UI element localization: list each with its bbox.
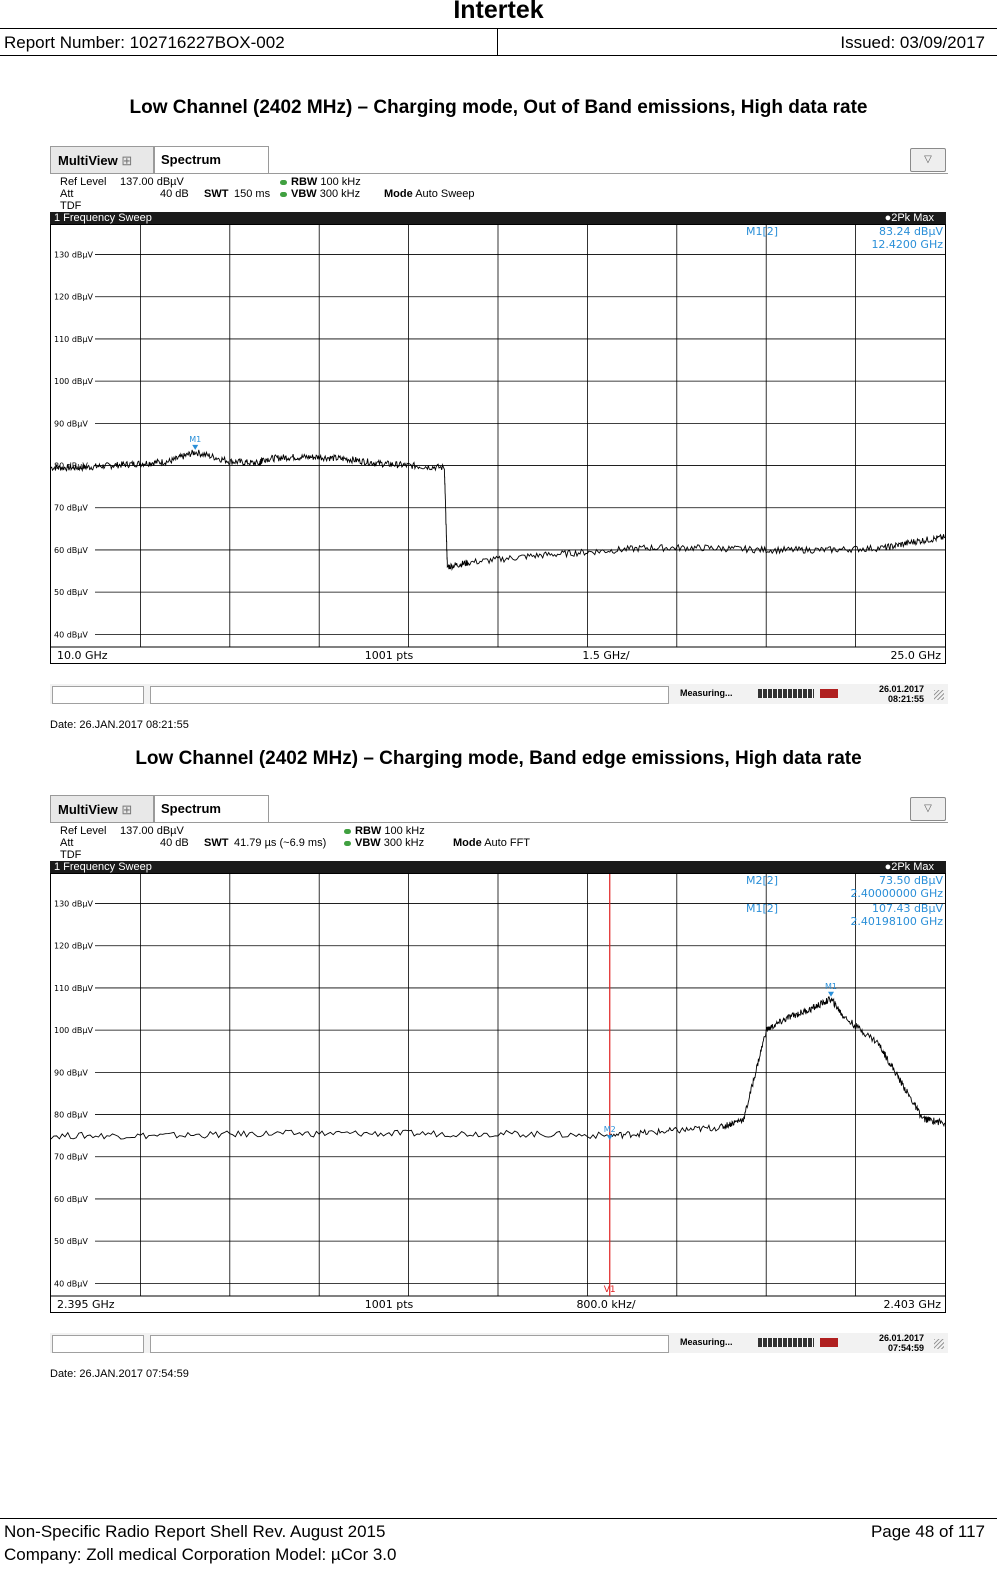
trace-label: ●2Pk Max [884,212,934,224]
status-time: 08:21:55 [887,694,924,704]
progress-bar [758,1338,814,1347]
status-bar [50,1333,948,1353]
rbw-indicator-icon [344,829,351,834]
sweep-title: 1 Frequency Sweep [54,212,152,224]
header-bottom-rule [0,55,997,56]
report-number: Report Number: 102716227BOX-002 [4,33,285,52]
spectrum-screenshot-2 [50,795,948,1357]
rbw-row [280,176,361,188]
swt-label: SWT [204,188,229,200]
progress-bar [758,689,814,698]
att-label: Att [60,188,74,200]
tab-spectrum[interactable]: Spectrum [154,146,269,174]
status-time: 07:54:59 [887,1343,924,1353]
section2-title: Low Channel (2402 MHz) – Charging mode, Band edge emissions, High data rate [135,748,862,769]
instrument-indicator-icon [820,689,838,698]
tab-bar-divider [50,822,948,823]
section2-date: Date: 26.JAN.2017 07:54:59 [50,1368,189,1380]
y-tick-label: 100 dBµV [54,1026,93,1036]
marker-plot-label: M1 [189,434,202,444]
mode-value: Auto Sweep [415,188,475,200]
tab-bar-divider [50,173,948,174]
marker-readout-value: 83.24 dBµV [878,225,943,238]
instrument-indicator-icon [820,1338,838,1347]
resize-grip-icon [934,690,944,700]
marker-readout-label: M2[2] [746,874,779,887]
tab-spectrum[interactable]: Spectrum [154,795,269,823]
trace-label: ●2Pk Max [884,861,934,873]
sweep-title: 1 Frequency Sweep [54,861,152,873]
att-label: Att [60,837,74,849]
y-tick-label: 50 dBµV [54,588,88,598]
marker-readout-frequency: 12.4200 GHz [871,238,943,251]
tab-multiview[interactable]: MultiView ⊞ [50,795,154,822]
vbw-row [344,837,424,849]
x-start-label: 10.0 GHz [57,649,108,662]
frequency-sweep-bar [50,212,946,224]
spectrum-plot [50,873,946,1313]
marker-readout-label: M1[2] [746,225,779,238]
spectrum-plot [50,224,946,664]
y-tick-label: 120 dBµV [54,941,93,951]
marker-plot-label: M2 [603,1124,616,1134]
mode-row [453,837,530,849]
y-tick-label: 60 dBµV [54,1194,88,1204]
x-span-label: 800.0 kHz/ [576,1298,636,1311]
y-tick-label: 120 dBµV [54,292,93,302]
y-tick-label: 130 dBµV [54,250,93,260]
header-separator [497,29,498,55]
status-datetime [866,684,924,704]
marker-readout-value: 73.50 dBµV [878,874,943,887]
rbw-value: 100 kHz [320,176,361,188]
marker-readout-value: 107.43 dBµV [871,902,943,915]
ref-level-value: 137.00 dBµV [120,825,184,837]
company-title: Intertek [453,0,544,24]
y-tick-label: 110 dBµV [54,334,93,344]
y-tick-label: 110 dBµV [54,983,93,993]
status-box-message [150,1335,669,1353]
y-tick-label: 90 dBµV [54,1068,88,1078]
y-tick-label: 100 dBµV [54,377,93,387]
frequency-sweep-bar [50,861,946,873]
x-start-label: 2.395 GHz [57,1298,115,1311]
footer-page-number: Page 48 of 117 [870,1522,985,1541]
ref-level-label: Ref Level [60,176,107,188]
y-tick-label: 80 dBµV [54,1110,88,1120]
y-tick-label: 40 dBµV [54,1279,88,1289]
status-box-left [52,1335,144,1353]
footer-shell-rev: Non-Specific Radio Report Shell Rev. August 2015 [4,1522,386,1541]
y-tick-label: 90 dBµV [54,419,88,429]
header-rule [0,28,997,29]
x-points-label: 1001 pts [364,1298,414,1311]
y-tick-label: 70 dBµV [54,1152,88,1162]
dropdown-button[interactable]: ▽ [910,797,946,821]
mode-label: Mode [384,188,413,200]
vbw-value: 300 kHz [383,837,425,849]
y-tick-label: 50 dBµV [54,1237,88,1247]
swt-value: 150 ms [234,188,271,200]
measuring-status: Measuring... [680,1337,733,1347]
section1-date: Date: 26.JAN.2017 08:21:55 [50,719,189,731]
x-stop-label: 2.403 GHz [883,1298,941,1311]
status-bar [50,684,948,704]
y-tick-label: 60 dBµV [54,545,88,555]
spectrum-chart [51,225,945,663]
status-box-message [150,686,669,704]
spectrum-chart [51,874,945,1312]
status-date: 26.01.2017 [878,684,924,694]
ref-level-label: Ref Level [60,825,107,837]
mode-label: Mode [453,837,482,849]
status-box-left [52,686,144,704]
status-datetime [866,1333,924,1353]
spectrum-screenshot-1 [50,146,948,708]
measuring-status: Measuring... [680,688,733,698]
footer-rule [0,1518,997,1519]
mode-row [384,188,475,200]
rbw-label: RBW [291,176,318,188]
swt-label: SWT [204,837,229,849]
rbw-label: RBW [355,825,382,837]
marker-plot-label: M1 [825,981,838,991]
resize-grip-icon [934,1339,944,1349]
vbw-value: 300 kHz [319,188,361,200]
vbw-indicator-icon [280,192,287,197]
marker-triangle-icon [607,1135,613,1140]
tdf-label: TDF [60,849,82,861]
marker-readout-label: M1[2] [746,902,779,915]
dropdown-button[interactable]: ▽ [910,148,946,172]
tdf-label: TDF [60,200,82,212]
display-line-label: V1 [603,1285,616,1295]
rbw-indicator-icon [280,180,287,185]
x-stop-label: 25.0 GHz [890,649,941,662]
section1-title: Low Channel (2402 MHz) – Charging mode, Out of Band emissions, High data rate [129,97,868,118]
vbw-indicator-icon [344,841,351,846]
mode-value: Auto FFT [484,837,531,849]
rbw-value: 100 kHz [384,825,425,837]
vbw-label: VBW [291,188,317,200]
swt-value: 41.79 µs (~6.9 ms) [234,837,327,849]
marker-triangle-icon [192,445,198,450]
att-value: 40 dB [160,188,189,200]
y-tick-label: 130 dBµV [54,899,93,909]
rbw-row [344,825,425,837]
x-span-label: 1.5 GHz/ [582,649,630,662]
ref-level-value: 137.00 dBµV [120,176,184,188]
y-tick-label: 40 dBµV [54,630,88,640]
issued-date: Issued: 03/09/2017 [840,33,985,52]
vbw-row [280,188,360,200]
footer-company-model: Company: Zoll medical Corporation Model: µCor 3.0 [4,1545,397,1564]
y-tick-label: 80 dBµV [54,461,88,471]
tab-multiview[interactable]: MultiView ⊞ [50,146,154,173]
marker-triangle-icon [828,992,834,997]
vbw-label: VBW [355,837,381,849]
marker-readout-frequency: 2.40000000 GHz [850,887,943,900]
marker-readout-frequency: 2.40198100 GHz [850,915,943,928]
x-points-label: 1001 pts [364,649,414,662]
y-tick-label: 70 dBµV [54,503,88,513]
att-value: 40 dB [160,837,189,849]
status-date: 26.01.2017 [878,1333,924,1343]
